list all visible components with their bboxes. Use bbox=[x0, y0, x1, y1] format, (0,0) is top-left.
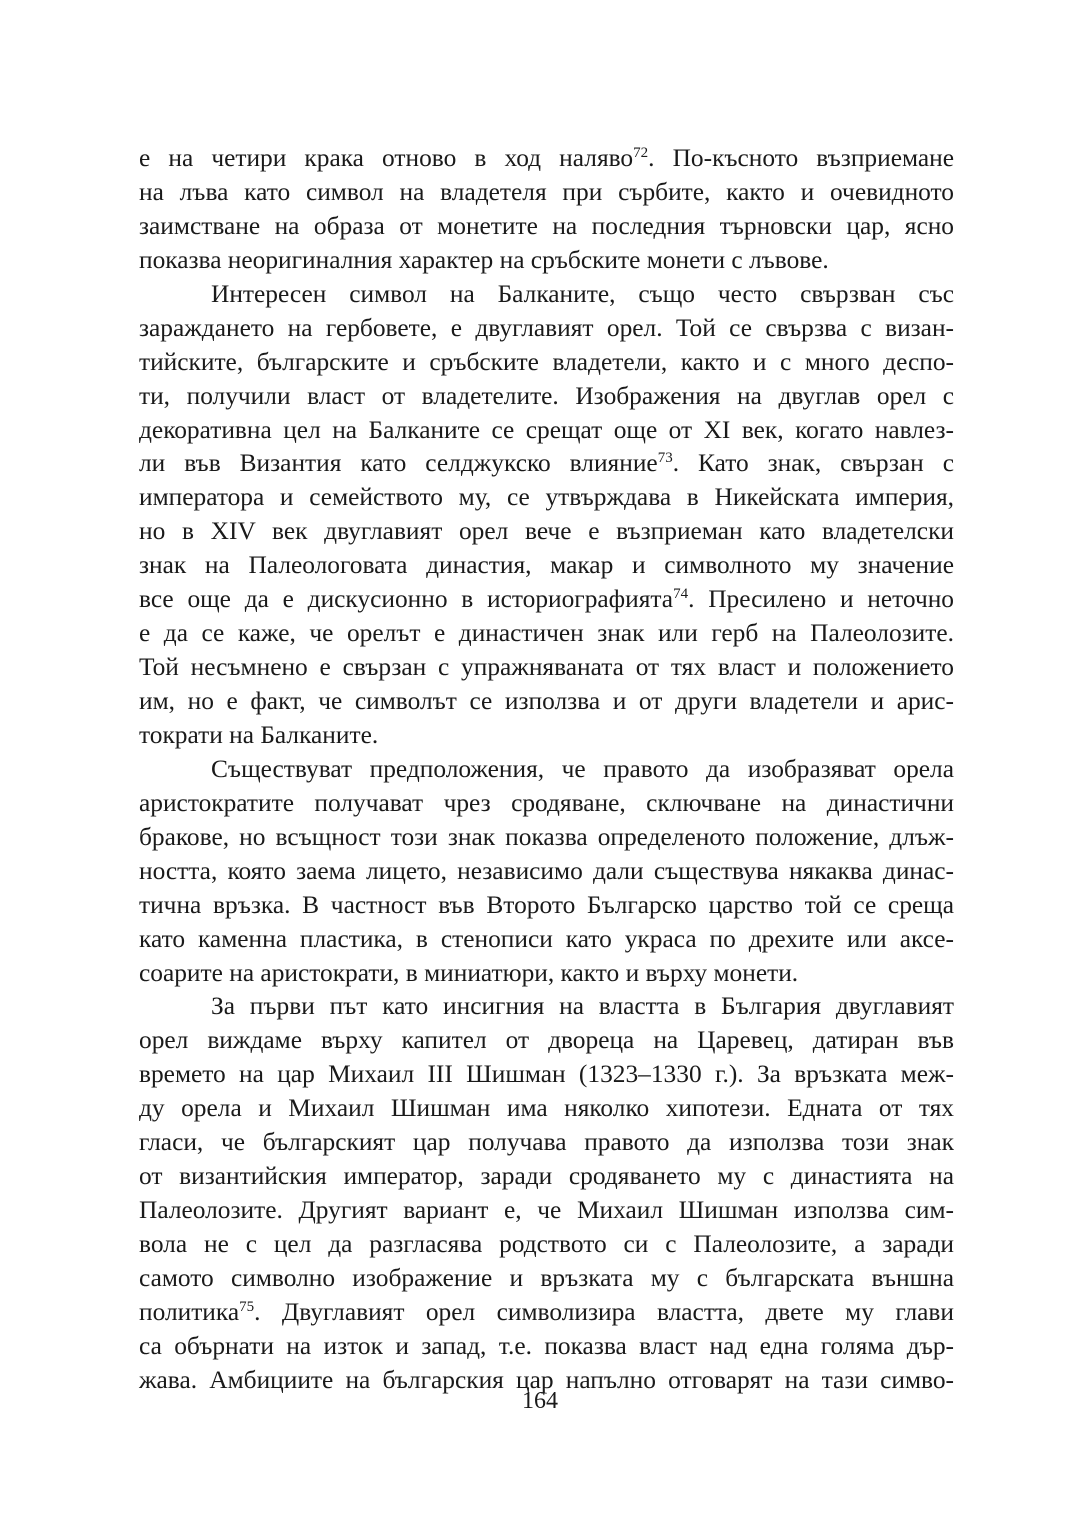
paragraph bbox=[139, 142, 954, 278]
text-line bbox=[139, 346, 954, 380]
text-segment: Той несъмнено е свързан с упражняваната от тях власт и положението bbox=[139, 653, 954, 682]
text-segment: . Двуглавият орел символизира властта, двете му глави bbox=[254, 1297, 954, 1326]
text-segment: политика bbox=[139, 1297, 240, 1326]
text-line bbox=[139, 1092, 954, 1126]
text-segment: самото символно изображение и връзката му с българската външна bbox=[139, 1263, 954, 1292]
text-line bbox=[139, 549, 954, 583]
footnote-marker: 73 bbox=[657, 450, 673, 467]
text-segment: е на четири крака отново в ход наляво bbox=[139, 144, 634, 172]
text-line bbox=[139, 515, 954, 549]
text-line bbox=[139, 142, 954, 176]
footnote-marker: 74 bbox=[673, 586, 689, 603]
text-segment: на лъва като символ на владетеля при сърбите, както и очевидното bbox=[139, 177, 954, 206]
text-segment: заимстване на образа от монетите на последния търновски цар, ясно bbox=[139, 211, 954, 240]
paragraph bbox=[139, 753, 954, 991]
footnote-marker: 72 bbox=[633, 145, 649, 161]
text-segment: . Пресилено и неточно bbox=[688, 585, 954, 614]
text-segment: знак на Палеологовата династия, макар и символното му значение bbox=[139, 551, 954, 580]
text-segment: времето на цар Михаил III Шишман (1323–1330 г.). За връзката меж- bbox=[139, 1060, 954, 1089]
text-line bbox=[139, 447, 954, 481]
text-segment: жава. Амбициите на българския цар напълно отговарят на тази симво- bbox=[139, 1365, 954, 1394]
text-line bbox=[139, 719, 954, 753]
text-segment: като каменна пластика, в стенописи като украса по дрехите или аксе- bbox=[139, 924, 954, 953]
footnote-marker: 75 bbox=[239, 1298, 255, 1315]
text-segment: . По-късното възприемане bbox=[648, 144, 954, 172]
text-segment: императора и семейството му, се утвърждава в Никейската империя, bbox=[139, 483, 954, 512]
text-line bbox=[139, 1228, 954, 1262]
text-segment: им, но е факт, че символът се използва и от други владетели и арис- bbox=[139, 687, 954, 715]
text-segment: но в XIV век двуглавият орел вече е възприеман като владетелски bbox=[139, 517, 954, 546]
text-line bbox=[139, 753, 954, 787]
text-line bbox=[139, 380, 954, 414]
text-segment: тична връзка. В частност във Второто Българско царство той се среща bbox=[139, 890, 954, 919]
text-line bbox=[139, 1126, 954, 1160]
text-line bbox=[139, 855, 954, 889]
text-line bbox=[139, 651, 954, 685]
text-segment: ду орела и Михаил Шишман има няколко хипотези. Едната от тях bbox=[139, 1094, 954, 1123]
text-line bbox=[139, 176, 954, 210]
text-line bbox=[139, 1160, 954, 1194]
text-line bbox=[139, 617, 954, 651]
text-segment: За първи път като инсигния на властта в България двуглавият bbox=[211, 992, 954, 1021]
text-segment: от византийския император, заради сродяването му с династията на bbox=[139, 1162, 954, 1191]
text-line bbox=[139, 1024, 954, 1058]
page-number: 164 bbox=[522, 1388, 558, 1414]
text-segment: тийските, българските и сръбските владетели, както и с много деспо- bbox=[139, 347, 954, 376]
text-segment: аристократите получават чрез сродяване, сключване на династични bbox=[139, 788, 954, 817]
text-segment: соарите на аристократи, в миниатюри, както и върху монети. bbox=[139, 958, 799, 987]
text-segment: декоративна цел на Балканите се срещат още от XI век, когато навлез- bbox=[139, 415, 954, 444]
text-segment: Интересен символ на Балканите, също често свързван със bbox=[211, 279, 954, 308]
text-segment: вола не с цел да разгласява родството си с Палеолозите, а заради bbox=[139, 1230, 954, 1258]
text-segment: е да се каже, че орелът е династичен знак или герб на Палеолозите. bbox=[139, 619, 954, 648]
text-segment: орел виждаме върху капител от двореца на Царевец, датиран във bbox=[139, 1026, 954, 1055]
text-segment: бракове, но всъщност този знак показва определеното положение, длъж- bbox=[139, 822, 954, 851]
paragraph bbox=[139, 990, 954, 1397]
text-segment: показва неоригиналния характер на сръбските монети с лъвове. bbox=[139, 245, 829, 274]
text-line bbox=[139, 244, 954, 278]
text-segment: ти, получили власт от владетелите. Изображения на двуглав орел с bbox=[139, 381, 954, 410]
text-line bbox=[139, 787, 954, 821]
text-segment: Съществуват предположения, че правото да изобразяват орела bbox=[211, 754, 954, 783]
text-segment: са обърнати на изток и запад, т.е. показва власт над една голяма дър- bbox=[139, 1331, 954, 1360]
body-text bbox=[139, 142, 954, 1398]
text-line bbox=[139, 312, 954, 346]
text-segment: . Като знак, свързан с bbox=[672, 449, 954, 478]
text-line bbox=[139, 1330, 954, 1364]
text-segment: гласи, че българският цар получава правото да използва този знак bbox=[139, 1128, 954, 1157]
text-line bbox=[139, 990, 954, 1024]
text-line bbox=[139, 685, 954, 719]
text-segment: ли във Византия като селджукско влияние bbox=[139, 449, 658, 478]
text-line bbox=[139, 821, 954, 855]
text-segment: Палеолозите. Другият вариант е, че Михаил Шишман използва сим- bbox=[139, 1196, 954, 1225]
text-line bbox=[139, 1262, 954, 1296]
text-line bbox=[139, 1194, 954, 1228]
text-line bbox=[139, 889, 954, 923]
text-segment: тократи на Балканите. bbox=[139, 720, 379, 749]
text-line bbox=[139, 481, 954, 515]
paragraph bbox=[139, 278, 954, 753]
text-segment: ността, която заема лицето, независимо дали съществува някаква динас- bbox=[139, 856, 954, 885]
text-line bbox=[139, 1296, 954, 1330]
text-line bbox=[139, 278, 954, 312]
text-segment: зараждането на гербовете, е двуглавият орел. Той се свързва с визан- bbox=[139, 313, 954, 342]
text-line bbox=[139, 923, 954, 957]
text-line bbox=[139, 414, 954, 448]
text-line bbox=[139, 583, 954, 617]
text-line bbox=[139, 957, 954, 991]
text-segment: все още да е дискусионно в историографията bbox=[139, 585, 674, 614]
text-line bbox=[139, 1058, 954, 1092]
text-line bbox=[139, 210, 954, 244]
